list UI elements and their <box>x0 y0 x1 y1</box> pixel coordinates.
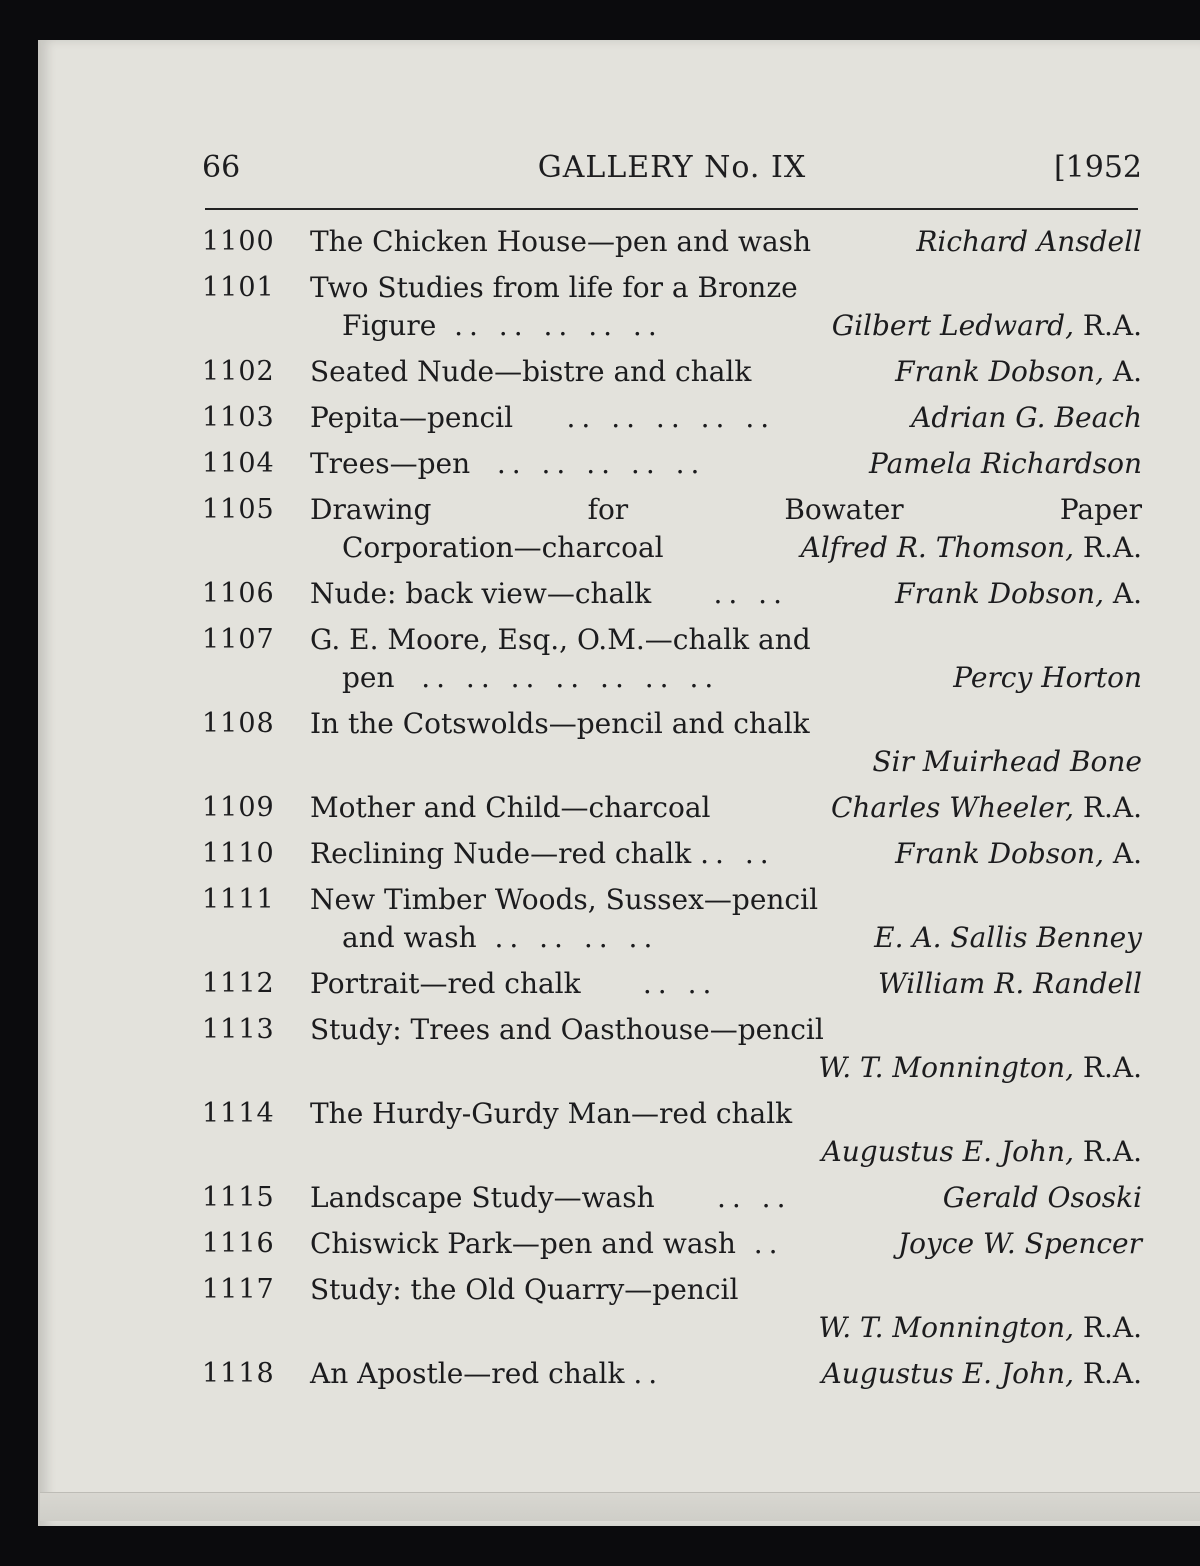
entry-title: Study: the Old Quarry—pencil <box>310 1273 739 1306</box>
page-number: 66 <box>202 150 241 185</box>
entry-artist: Frank Dobson, A. <box>895 355 1142 388</box>
year-label: [1952 <box>1053 150 1142 185</box>
entry-artist: William R. Randell <box>878 967 1142 1000</box>
entry-title: In the Cotswolds—pencil and chalk <box>310 707 810 740</box>
entry-title-continued: and wash .. .. .. .. <box>342 921 659 954</box>
catalogue-entry <box>202 1178 1142 1224</box>
entry-number: 1117 <box>202 1274 275 1305</box>
entry-number: 1109 <box>202 792 275 823</box>
entry-title: Seated Nude—bistre and chalk <box>310 355 752 388</box>
entry-artist: Joyce W. Spencer <box>897 1227 1142 1260</box>
catalogue-entry <box>202 620 1142 704</box>
entry-artist: Frank Dobson, A. <box>895 577 1142 610</box>
entry-number: 1106 <box>202 578 275 609</box>
entry-title: The Chicken House—pen and wash <box>310 225 812 258</box>
entry-number: 1114 <box>202 1098 275 1129</box>
entry-title: The Hurdy-Gurdy Man—red chalk <box>310 1097 793 1130</box>
catalogue-entry <box>202 352 1142 398</box>
entry-title: Pepita—pencil .. .. .. .. .. <box>310 401 776 434</box>
entry-artist: Augustus E. John, R.A. <box>821 1135 1142 1168</box>
catalogue-entry <box>202 1010 1142 1094</box>
page-title: GALLERY No. IX <box>537 150 807 185</box>
entry-title: Reclining Nude—red chalk .. .. <box>310 837 775 870</box>
entry-number: 1116 <box>202 1228 275 1259</box>
entry-artist: Augustus E. John, R.A. <box>821 1357 1142 1390</box>
entry-artist: Charles Wheeler, R.A. <box>830 791 1142 824</box>
entry-number: 1100 <box>202 226 275 257</box>
catalogue-list <box>202 222 1142 1400</box>
catalogue-entry <box>202 444 1142 490</box>
entry-number: 1118 <box>202 1358 275 1389</box>
entry-number: 1104 <box>202 448 275 479</box>
entry-number: 1103 <box>202 402 275 433</box>
entry-title: Portrait—red chalk .. .. <box>310 967 718 1000</box>
catalogue-entry <box>202 398 1142 444</box>
entry-title-continued: pen .. .. .. .. .. .. .. <box>342 661 720 694</box>
entry-title: Study: Trees and Oasthouse—pencil <box>310 1013 824 1046</box>
catalogue-entry <box>202 1224 1142 1270</box>
entry-title: Two Studies from life for a Bronze <box>310 271 798 304</box>
entry-title: Landscape Study—wash .. .. <box>310 1181 792 1214</box>
entry-number: 1101 <box>202 272 275 303</box>
entry-number: 1102 <box>202 356 275 387</box>
catalogue-entry <box>202 964 1142 1010</box>
catalogue-entry <box>202 1270 1142 1354</box>
entry-artist: Pamela Richardson <box>869 447 1142 480</box>
catalogue-entry <box>202 268 1142 352</box>
entry-artist: Gerald Ososki <box>942 1181 1142 1214</box>
page-edges <box>40 1492 1200 1521</box>
entry-number: 1113 <box>202 1014 275 1045</box>
page-header <box>202 150 1142 190</box>
header-rule <box>205 208 1138 210</box>
entry-artist: Percy Horton <box>953 661 1142 694</box>
entry-title: Chiswick Park—pen and wash .. <box>310 1227 784 1260</box>
entry-title: Trees—pen .. .. .. .. .. <box>310 447 706 480</box>
entry-title: An Apostle—red chalk .. <box>310 1357 664 1390</box>
entry-title: Drawing for Bowater Paper <box>310 493 1142 526</box>
catalogue-entry <box>202 704 1142 788</box>
entry-number: 1108 <box>202 708 275 739</box>
entry-artist: E. A. Sallis Benney <box>874 921 1142 954</box>
entry-artist: Frank Dobson, A. <box>895 837 1142 870</box>
entry-number: 1112 <box>202 968 275 999</box>
entry-title: New Timber Woods, Sussex—pencil <box>310 883 819 916</box>
entry-artist: Richard Ansdell <box>916 225 1142 258</box>
entry-artist: Sir Muirhead Bone <box>872 745 1142 778</box>
entry-number: 1111 <box>202 884 275 915</box>
entry-number: 1110 <box>202 838 275 869</box>
entry-title-continued: Figure .. .. .. .. .. <box>342 309 663 342</box>
catalogue-entry <box>202 1354 1142 1400</box>
entry-artist: W. T. Monnington, R.A. <box>818 1051 1142 1084</box>
catalogue-entry <box>202 880 1142 964</box>
entry-title-continued: Corporation—charcoal <box>342 531 664 564</box>
entry-title: Nude: back view—chalk .. .. <box>310 577 788 610</box>
catalogue-entry <box>202 834 1142 880</box>
entry-title: G. E. Moore, Esq., O.M.—chalk and <box>310 623 811 656</box>
entry-artist: Adrian G. Beach <box>911 401 1142 434</box>
entry-artist: W. T. Monnington, R.A. <box>818 1311 1142 1344</box>
entry-artist: Alfred R. Thomson, R.A. <box>800 531 1142 564</box>
entry-artist: Gilbert Ledward, R.A. <box>831 309 1142 342</box>
entry-number: 1115 <box>202 1182 275 1213</box>
catalogue-entry <box>202 574 1142 620</box>
catalogue-entry <box>202 1094 1142 1178</box>
catalogue-entry <box>202 490 1142 574</box>
entry-number: 1107 <box>202 624 275 655</box>
catalogue-entry <box>202 788 1142 834</box>
catalogue-entry <box>202 222 1142 268</box>
entry-title: Mother and Child—charcoal <box>310 791 711 824</box>
entry-number: 1105 <box>202 494 275 525</box>
